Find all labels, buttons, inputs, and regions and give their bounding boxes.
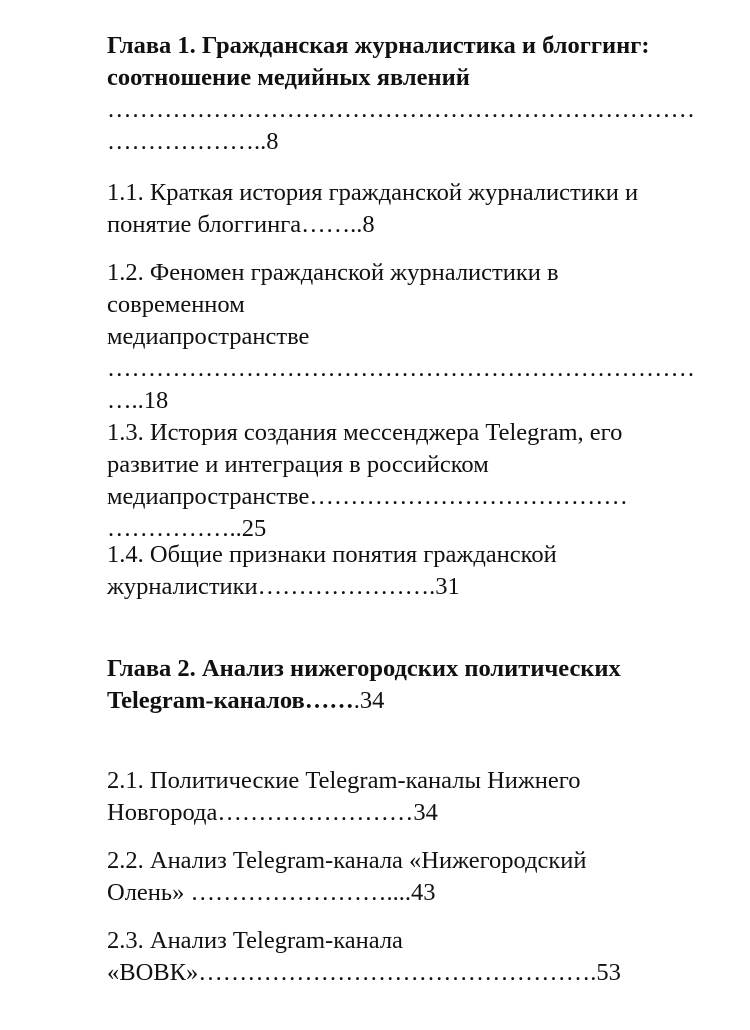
toc-section-1-4-line-2: журналистики………………….31 (107, 573, 460, 600)
toc-section-1-3-line-1: 1.3. История создания мессенджера Telegram, его (107, 419, 623, 446)
toc-section-2-2-line-1: 2.2. Анализ Telegram-канала «Нижегородский (107, 847, 587, 874)
toc-section-1-2-page: …..18 (107, 387, 169, 414)
toc-section-2-2 (107, 845, 587, 909)
toc-section-1-4-line-1: 1.4. Общие признаки понятия гражданской (107, 541, 557, 568)
toc-section-1-1 (107, 177, 638, 241)
toc-section-1-2 (107, 257, 695, 417)
toc-section-2-3-line-2: «ВОВК»………………………………………….53 (107, 959, 621, 986)
toc-section-2-1 (107, 765, 580, 829)
toc-section-1-3 (107, 417, 628, 545)
toc-section-2-1-line-1: 2.1. Политические Telegram-каналы Нижнего (107, 767, 581, 794)
toc-section-1-2-line-1: 1.2. Феномен гражданской журналистики в (107, 259, 559, 286)
toc-chapter-1 (107, 30, 695, 158)
toc-section-2-3-line-1: 2.3. Анализ Telegram-канала (107, 927, 403, 954)
toc-chapter-2 (107, 653, 621, 717)
toc-chapter-2-title-end: Telegram-каналов…… (107, 687, 354, 714)
toc-section-1-2-leader: ……………………………………………………………… (107, 355, 695, 382)
toc-section-2-1-line-2: Новгорода……………………34 (107, 799, 438, 826)
toc-section-1-2-line-2: современном (107, 291, 245, 318)
toc-section-1-3-page: ……………..25 (107, 515, 267, 542)
toc-section-1-4 (107, 539, 557, 603)
toc-chapter-2-line-2 (107, 685, 621, 717)
toc-chapter-1-page: ………………..8 (107, 128, 279, 155)
toc-section-1-3-line-3: медиапространстве………………………………… (107, 483, 628, 510)
toc-section-2-3 (107, 925, 621, 989)
toc-section-1-1-line-1: 1.1. Краткая история гражданской журналистики и (107, 179, 639, 206)
toc-section-1-3-line-2: развитие и интеграция в российском (107, 451, 489, 478)
toc-section-1-2-line-3: медиапространстве (107, 323, 310, 350)
toc-section-1-1-line-2: понятие блоггинга……..8 (107, 211, 375, 238)
toc-chapter-2-line-1: Глава 2. Анализ нижегородских политических (107, 655, 621, 682)
toc-chapter-1-line-2: соотношение медийных явлений (107, 64, 470, 91)
toc-section-2-2-line-2: Олень» ……………………....43 (107, 879, 436, 906)
toc-chapter-2-page: .34 (353, 687, 385, 714)
toc-chapter-1-line-1: Глава 1. Гражданская журналистика и блоггинг: (107, 32, 650, 59)
toc-chapter-1-leader: ……………………………………………………………… (107, 96, 695, 123)
